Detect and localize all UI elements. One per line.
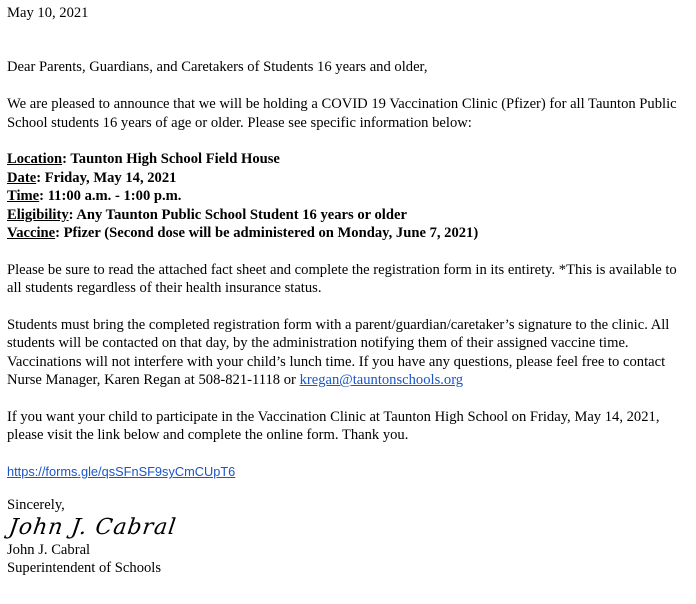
detail-eligibility: Eligibility: Any Taunton Public School Student 16 years or older <box>7 206 407 223</box>
clinic-details <box>7 150 691 242</box>
fact-sheet-paragraph: Please be sure to read the attached fact sheet and complete the registration form in its entirety. *This is available to all students regardless of their health insurance status. <box>7 261 677 297</box>
instructions-paragraph: Students must bring the completed registration form with a parent/guardian/caretaker’s signature to the clinic. All students will be contacted on that day, by the administration notifying them of their assigned vaccine time. Vaccinations will not interfere with your child’s lunch time. If you have any questions, please feel free to contact Nurse Manager, Karen Regan at 508-821-1118 or kregan@tauntonschools.org <box>7 317 670 389</box>
registration-form-link[interactable]: https://forms.gle/qsSFnSF9syCmCUpT6 <box>7 464 236 480</box>
greeting: Dear Parents, Guardians, and Caretakers of Students 16 years and older, <box>7 59 428 76</box>
letter-date: May 10, 2021 <box>7 5 89 21</box>
contact-email-link[interactable]: kregan@tauntonschools.org <box>299 372 464 389</box>
detail-location: Location: Taunton High School Field House <box>7 151 280 168</box>
signer-name: John J. Cabral <box>7 542 91 559</box>
closing: Sincerely, <box>7 496 65 513</box>
intro-paragraph: We are pleased to announce that we will be holding a COVID 19 Vaccination Clinic (Pfizer) for all Taunton Public School students 16 years of age or older. Please see specific information below: <box>7 96 677 131</box>
signer-title: Superintendent of Schools <box>7 560 162 577</box>
letter <box>7 4 691 578</box>
detail-vaccine: Vaccine: Pfizer (Second dose will be administered on Monday, June 7, 2021) <box>7 225 479 242</box>
detail-date: Date: Friday, May 14, 2021 <box>7 169 177 186</box>
signature: John J. Cabral <box>7 515 179 541</box>
detail-time: Time: 11:00 a.m. - 1:00 p.m. <box>7 188 182 205</box>
participation-paragraph: If you want your child to participate in the Vaccination Clinic at Taunton High School on Friday, May 14, 2021, please visit the link below and complete the online form. Thank you. <box>7 409 660 444</box>
